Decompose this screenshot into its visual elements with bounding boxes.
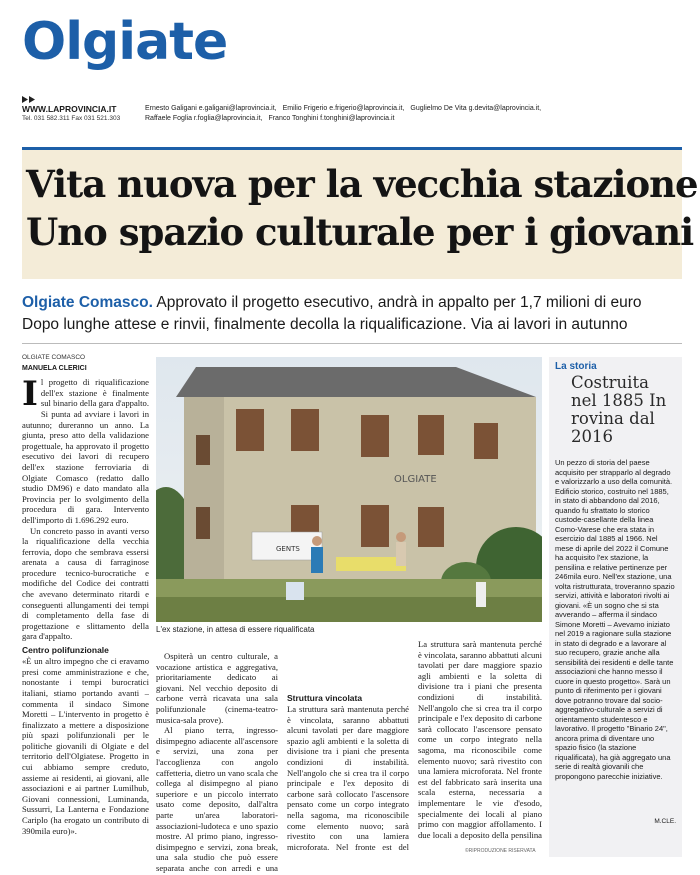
divider — [22, 343, 682, 344]
paragraph: «È un altro impegno che ci eravamo presi come amministrazione e che, nonostante i tempi burocratici italiani, stiamo portando avanti – commenta il sindaco Simone Moretti – L'intervento in progetto è finalizzato a mettere a disposizione più spazi polifunzionali per le politiche giovanili di Olgiate e del territorio dell'Olgiatese. Progetto in cui abbiamo sempre creduto, assieme ai residenti, ai giovani, alle associazioni e ai partner Lumilhub, Giovani connessioni, Luminanda, Sussurri, La Lanterna e Fondazione Cariplo (ha erogato un contributo di 390mila euro)». — [22, 656, 149, 836]
station-photo — [156, 357, 542, 622]
website[interactable]: WWW.LAPROVINCIA.IT — [22, 104, 117, 114]
contact: Ernesto Galigani e.galigani@laprovincia.it, — [145, 105, 277, 112]
sidebar-box — [549, 357, 682, 857]
masthead — [22, 12, 682, 92]
sidebar-title: Costruita nel 1885 In rovina dal 2016 — [571, 373, 667, 446]
headline-line-1: Vita nuova per la vecchia stazione — [26, 162, 698, 206]
subheadline — [22, 292, 682, 336]
copyright-notice: ©RIPRODUZIONE RISERVATA — [465, 848, 536, 854]
contact: Raffaele Foglia r.foglia@laprovincia.it, — [145, 115, 263, 122]
kicker: OLGIATE COMASCO — [22, 354, 86, 361]
paragraph: La struttura sarà mantenuta perché è vincolata, saranno abbattuti alcuni tavolati per dare maggiore spazio agli ambienti e la soletta di divisione tra i piani che presenta condizioni di instabilità. Nell'angolo che si crea tra il corpo principale e l'ex deposito di carbone sarà collocato l'ascensore pensato come un corpo integrato nella sagoma, ma riconoscibile come elemento nuovo; sarà rivestito con una lamiera microforata. Nel fronte est del fabbricato sarà inserita una scala esterna, necessaria a implementare le vie d'esodo, specialmente dei locali al piano primo con maggior affollamento. I due locali a deposito della pensilina — [418, 639, 542, 840]
subhead-line-1: Approvato il progetto esecutivo, andrà in appalto per 1,7 milioni di euro — [156, 294, 642, 311]
sidebar-signature: M.CLE. — [654, 818, 676, 825]
banner-text: GENTS — [276, 545, 300, 553]
station-sign: OLGIATE — [394, 474, 437, 485]
headline-band — [22, 147, 698, 279]
sidebar-body: Un pezzo di storia del paese acquisito per strapparlo al degrado e valorizzarlo a uso della comunità. Edificio storico, costruito nel 1885, in stato di abbandono dal 2016, quando fu sfrattato lo storico custode-casellante della linea Como-Varese che era stata in esercizio dal 1885 al 1966. Nel mese di aprile del 2022 il Comune ha acquisito l'ex stazione, la pensilina e relative pertinenze per 246mila euro. Nell'ex stazione, una volta ristrutturata, troveranno spazio servizi, attività e laboratori rivolti ai giovani. «È un sogno che si sta avverando – afferma il sindaco Simone Moretti – Avevamo iniziato nel 2019 a ragionare sulla stazione in stato di degrado e a lavorare al suo recupero, grazie anche alla sensibilità dei residenti e delle tante associazioni che hanno messo il cuore in questo progetto». Sarà un punto di riferimento per i giovani dove potranno trovare dal socio-aggregativo-culturale a servizi di orientamento studentesco e lavorativo. Il progetto "Binario 24", ancora prima di diventare uno spazio fisico (la stazione riqualificata), ha già aggregato una serie di realtà giovanili che propongono parecchie iniziative. — [555, 458, 675, 781]
headline-line-2: Uno spazio culturale per i giovani — [26, 210, 694, 254]
section-title: Olgiate — [22, 12, 228, 72]
paragraph: Il progetto di riqualificazione dell'ex stazione è finalmente sul binario della gara d'appalto. Si punta ad avviare i lavori in autunno; dureranno un anno. La giunta, preso atto della validazione progettuale, ha approvato il progetto esecutivo dei lavori di recupero dell'ex stazione ferroviaria di Olgiate Comasco (redatto dallo studio DM96) e dato mandato alla Provincia per lo svolgimento della procedura di gara. Intervento dell'importo di 1.696.292 euro. — [22, 374, 149, 525]
contact: Guglielmo De Vita g.devita@laprovincia.it, — [410, 105, 542, 112]
article-column-2 — [156, 639, 278, 875]
paragraph: Un concreto passo in avanti verso la riqualificazione della vecchia ferrovia, dopo che sembrava essersi arenata a causa di farraginose procedure tecnico-burocratiche e modifiche del Codice dei contratti che avevano determinato ritardi e conseguenti allungamenti dei tempi di completamento della fase di progettazione e slittamento della gara d'appalto. — [22, 525, 149, 642]
contact: Franco Tonghini f.tonghini@laprovincia.it — [268, 115, 395, 122]
byline: MANUELA CLERICI — [22, 365, 87, 373]
article-column-1 — [22, 352, 149, 842]
phone-fax: Tel. 031 582.311 Fax 031 521.303 — [22, 115, 121, 122]
paragraph: Al piano terra, ingresso-disimpegno adiacente all'ascensore e servizi, una zona per l'accoglienza con angolo caffetteria, dietro un vano scala che collega al disimpegno al piano superiore e un piccolo interrato usato come deposito, dall'altra parte un'area laboratori-associazioni-ludoteca e uno spazio mostre. Al primo piano, ingresso-disimpegno e servizi, zona break, una sala studio che può essere separata anche con arredi e una — [156, 725, 278, 873]
paragraph: Ospiterà un centro culturale, a vocazione artistica e aggregativa, prioritariamente dedicato ai giovani. Nel vecchio deposito di carbone verrà ricavata una sala polifunzionale (cinema-teatro-musica-sala prove). — [156, 651, 278, 725]
dateline-place: Olgiate Comasco. — [22, 294, 153, 311]
headline — [26, 160, 698, 256]
contact: Emilio Frigerio e.frigerio@laprovincia.it, — [282, 105, 405, 112]
sidebar-tag: La storia — [555, 361, 597, 372]
editor-contacts — [145, 104, 665, 124]
photo-caption: L'ex stazione, in attesa di essere riqualificata — [156, 625, 315, 634]
article-column-4 — [418, 639, 542, 842]
subhead-line-2: Dopo lunghe attese e rinvii, finalmente decolla la riqualificazione. Via ai lavori in autunno — [22, 316, 628, 333]
article-column-3 — [287, 639, 409, 852]
publisher-logo-icon — [22, 96, 42, 103]
paragraph: La struttura sarà mantenuta perché è vincolata, saranno abbattuti alcuni tavolati per dare maggiore spazio agli ambienti e la soletta di divisione tra i piani che presenta condizioni di instabilità. Nell'angolo che si crea tra il corpo principale e l'ex deposito di carbone sarà collocato l'ascensore pensato come un corpo integrato nella sagoma, ma riconoscibile come elemento nuovo; sarà rivestito con una lamiera microforata. Nel fronte est del — [287, 704, 409, 852]
section-heading: Centro polifunzionale — [22, 645, 109, 656]
drop-cap: I — [22, 374, 38, 415]
section-heading: Struttura vincolata — [287, 693, 363, 703]
